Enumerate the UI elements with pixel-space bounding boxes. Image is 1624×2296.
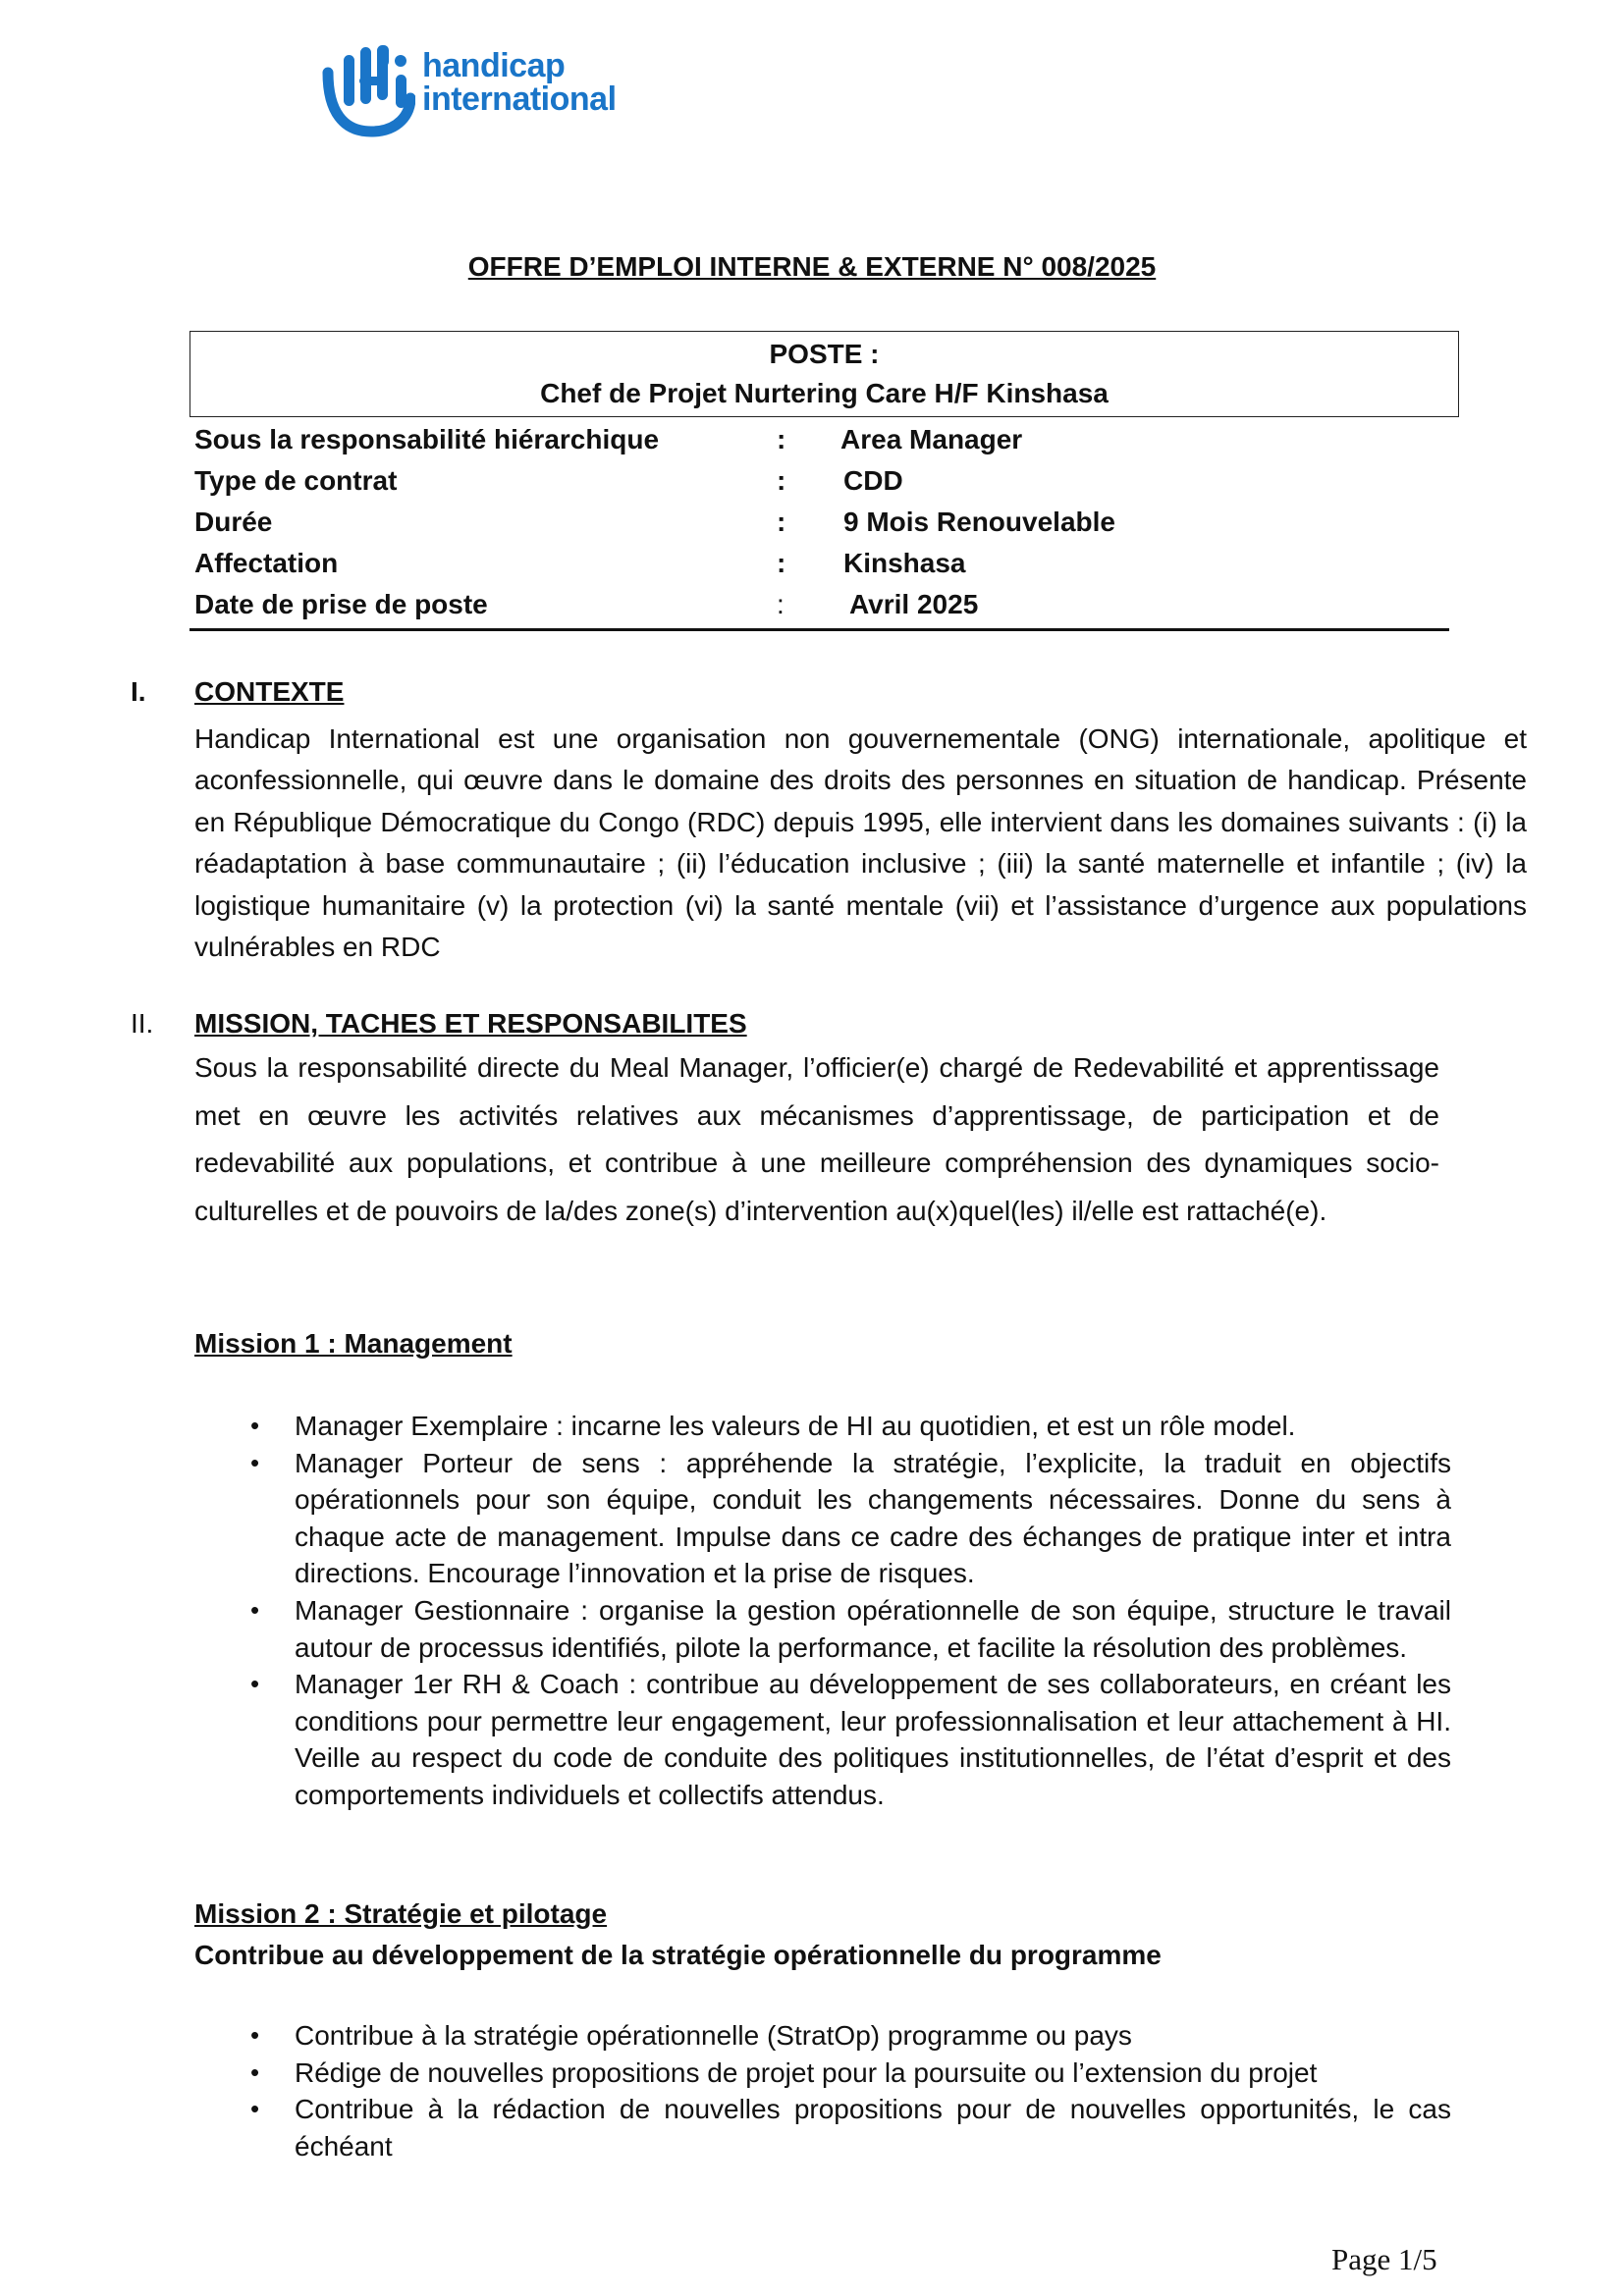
info-colon: : [777,424,786,454]
bullet-icon: • [250,1447,260,1477]
list-item-text: Manager Porteur de sens : appréhende la stratégie, l’explicite, la traduit en objectifs opérationnels pour son équipe, conduit les changements nécessaires. Donne du sens à chaque acte de management. Impulse dans ce cadre des échanges de pratique inter et intra directions. Encourage l’innovation et la prise de risques. [295,1447,1451,1589]
list-item-text: Contribue à la stratégie opérationnelle (StratOp) programme ou pays [295,2020,1132,2051]
hand-logo-icon [322,29,415,152]
mission-2-subtitle: Contribue au développement de la stratégie opérationnelle du programme [194,1940,1162,1970]
list-item-text: Rédige de nouvelles propositions de projet pour la poursuite ou l’extension du projet [295,2056,1318,2088]
info-value: CDD [843,465,903,496]
bullet-icon: • [250,1411,260,1440]
info-label: Sous la responsabilité hiérarchique [194,424,660,454]
info-colon: : [777,589,785,619]
list-item-text: Contribue à la rédaction de nouvelles propositions pour de nouvelles opportunités, le cas échéant [295,2094,1451,2162]
handicap-international-logo [322,29,656,152]
document-title: OFFRE D’EMPLOI INTERNE & EXTERNE N° 008/2025 [467,251,1157,282]
bullet-icon: • [250,2056,260,2087]
section-text-contexte: Handicap International est une organisation non gouvernementale (ONG) internationale, apolitique et aconfessionnelle, qui œuvre dans le domaine des droits des personnes en situation de handicap. Présente en République Démocratique du Congo (RDC) depuis 1995, elle intervient dans les domaines suivants : (i) la réadaptation à base communautaire ; (ii) l’éducation inclusive ; (iii) la santé maternelle et infantile ; (iv) la logistique humanitaire (v) la protection (vi) la santé mentale (vii) et l’assistance d’urgence aux populations vulnérables en RDC [194,723,1527,963]
list-item [194,1592,1451,1666]
mission-1-list [194,1408,1451,1814]
info-divider [189,628,1449,631]
bullet-icon: • [250,2094,260,2124]
logo-wordmark [422,49,617,116]
info-label: Affectation [194,548,339,578]
info-colon: : [777,548,786,578]
list-item [194,1408,1451,1445]
list-item [194,1445,1451,1592]
section-title-contexte: CONTEXTE [194,676,345,707]
bullet-icon: • [250,2020,260,2050]
poste-value: Chef de Projet Nurtering Care H/F Kinshasa [540,378,1109,408]
page-number: Page 1/5 [1331,2242,1437,2276]
info-value: Kinshasa [843,548,966,578]
section-number: I. [131,676,146,707]
info-value: Area Manager [840,424,1023,454]
bullet-icon: • [250,1594,260,1625]
mission-2-list [194,2017,1451,2164]
mission-2-title: Mission 2 : Stratégie et pilotage [194,1898,608,1929]
poste-box [189,331,1459,417]
list-item [194,2091,1451,2164]
list-item [194,2055,1451,2092]
section-title-mission: MISSION, TACHES ET RESPONSABILITES [194,1008,747,1039]
logo-line-2: international [422,80,617,118]
list-item [194,2017,1451,2055]
info-label: Date de prise de poste [194,589,488,619]
list-item-text: Manager 1er RH & Coach : contribue au développement de ses collaborateurs, en créant les conditions pour permettre leur engagement, leur professionnalisation et leur attachement à HI. Veille au respect du code de conduite des politiques institutionnelles, de l’état d’esprit et des comportements individuels et collectifs attendus. [295,1669,1451,1810]
info-value: Avril 2025 [849,589,979,619]
bullet-icon: • [250,1669,260,1699]
mission-1-title: Mission 1 : Management [194,1328,513,1359]
list-item-text: Manager Exemplaire : incarne les valeurs de HI au quotidien, et est un rôle model. [295,1411,1296,1441]
info-label: Durée [194,507,273,537]
poste-label: POSTE : [769,339,880,369]
section-text-mission: Sous la responsabilité directe du Meal Manager, l’officier(e) chargé de Redevabilité et apprentissage met en œuvre les activités relatives aux mécanismes d’apprentissage, de participation et de redevabilité aux populations, et contribue à une meilleure compréhension des dynamiques socio-culturelles et de pouvoirs de la/des zone(s) d’intervention au(x)quel(les) il/elle est rattaché(e). [194,1052,1439,1226]
list-item [194,1666,1451,1813]
logo-line-1: handicap [422,47,566,84]
info-value: 9 Mois Renouvelable [843,507,1115,537]
info-label: Type de contrat [194,465,398,496]
info-colon: : [777,465,786,496]
section-number: II. [131,1008,154,1039]
list-item-text: Manager Gestionnaire : organise la gestion opérationnelle de son équipe, structure le travail autour de processus identifiés, pilote la performance, et facilite la résolution des problèmes. [295,1594,1451,1663]
info-colon: : [777,507,786,537]
